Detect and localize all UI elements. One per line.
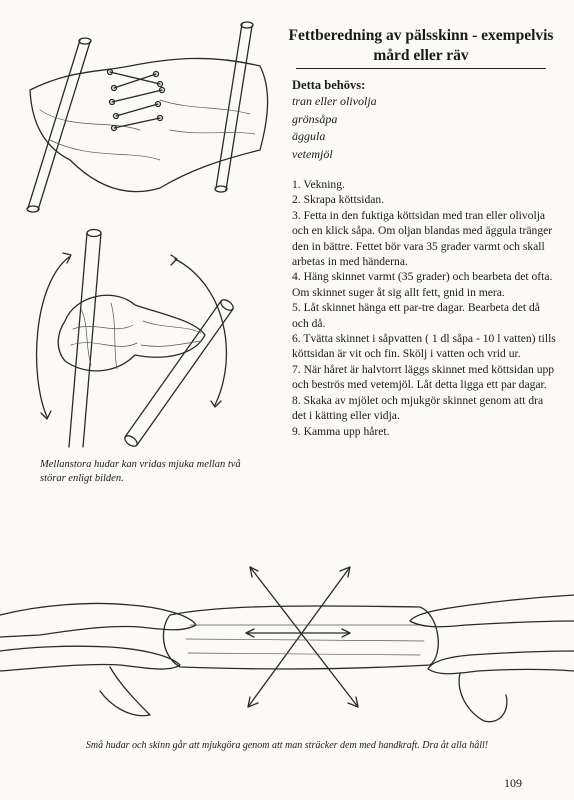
list-item: äggula bbox=[292, 129, 326, 143]
step-item: 7. När håret är halvtorrt läggs skinnet med köttsidan upp och beströs med vetemjöl. Låt detta ligga ett par dagar. bbox=[292, 362, 555, 392]
title-underline bbox=[296, 68, 546, 69]
list-item: grönsåpa bbox=[292, 111, 338, 126]
pole bbox=[69, 230, 101, 448]
twisted-hide-illustration bbox=[25, 225, 265, 455]
step-item: 1. Vekning. bbox=[292, 178, 345, 191]
pole bbox=[123, 298, 235, 449]
stretching-hands-illustration bbox=[0, 555, 574, 735]
hide bbox=[163, 606, 438, 669]
stretch-arrows-icon bbox=[246, 567, 358, 707]
materials-heading: Detta behövs: bbox=[292, 78, 366, 92]
list-item: vetemjöl bbox=[292, 146, 333, 161]
page-number: 109 bbox=[504, 776, 522, 790]
step-item: 5. Låt skinnet hänga ett par-tre dagar. Bearbeta det då och då. bbox=[292, 301, 540, 330]
lacing bbox=[108, 70, 165, 131]
instruction-steps bbox=[292, 177, 557, 439]
step-item: 4. Häng skinnet varmt (35 grader) och bearbeta det ofta. Om skinnet suger åt sig allt fett, gnid in mera. bbox=[292, 270, 553, 299]
rotation-arrow-icon bbox=[37, 253, 71, 419]
hide-on-poles-illustration bbox=[10, 10, 280, 220]
hide bbox=[30, 58, 268, 191]
list-item: tran eller olivolja bbox=[292, 94, 377, 108]
twist-caption: Mellanstora hudar kan vridas mjuka mellan två störar enligt bilden. bbox=[40, 459, 241, 484]
page-title: Fettberedning av pälsskinn - exempelvis mård eller räv bbox=[288, 27, 554, 64]
step-item: 8. Skaka av mjölet och mjukgör skinnet genom att dra det i kätting eller vidja. bbox=[292, 393, 544, 423]
step-item: 2. Skrapa köttsidan. bbox=[292, 193, 385, 207]
pole bbox=[215, 22, 253, 192]
materials-list bbox=[292, 93, 377, 163]
step-item: 3. Fetta in den fuktiga köttsidan med tran eller olivolja och en klick såpa. Om oljan blandas med äggula tränger den in bättre. Fettet bör vara 35 grader varmt och skall arbetas in med händerna. bbox=[292, 208, 553, 269]
stretch-caption: Små hudar och skinn går att mjukgöra genom att man sträcker dem med handkraft. Dra åt alla håll! bbox=[85, 740, 489, 751]
step-item: 9. Kamma upp håret. bbox=[292, 424, 390, 438]
step-item: 6. Tvätta skinnet i såpvatten ( 1 dl såpa - 10 l vatten) tills köttsidan är vit och fin. Skölj i vatten och vrid ur. bbox=[292, 332, 556, 361]
